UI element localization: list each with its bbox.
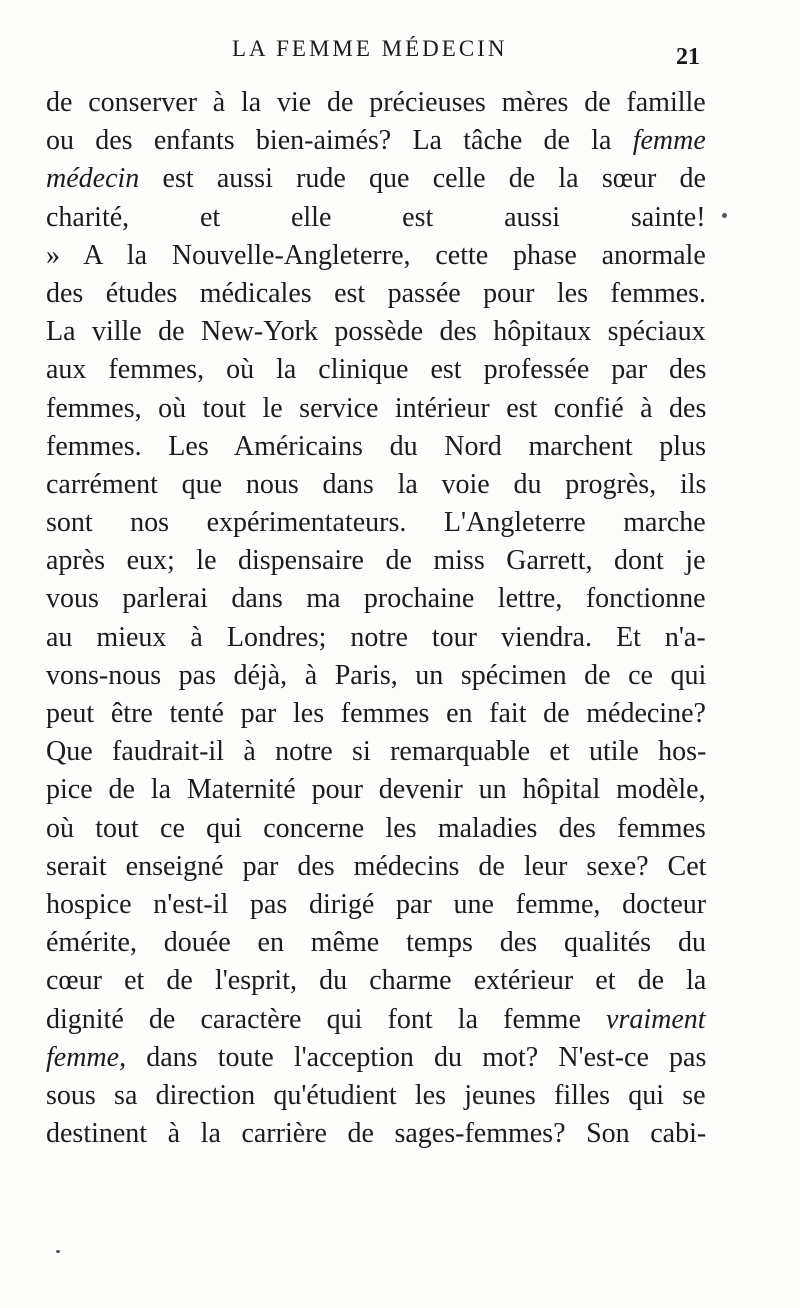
text-segment: de conserver à la vie de précieuses mères de famille — [46, 87, 706, 118]
text-line — [46, 199, 706, 237]
text-segment: pice de la Maternité pour devenir un hôpital modèle, — [46, 774, 706, 806]
text-segment: des études médicales est passée pour les femmes. — [46, 277, 707, 309]
text-segment: cœur et de l'esprit, du charme extérieur et de la — [46, 965, 707, 997]
text-segment: destinent à la carrière de sages-femmes? Son cabi- — [46, 1118, 707, 1150]
text-segment: La ville de New-York possède des hôpitaux spéciaux — [46, 316, 706, 348]
text-segment: femmes. Les Américains du Nord marchent plus — [46, 430, 706, 462]
text-segment: serait enseigné par des médecins de leur sexe? Cet — [46, 850, 707, 882]
text-segment: dans toute l'acception du mot? N'est-ce pas — [126, 1041, 707, 1073]
text-segment: peut être tenté par les femmes en fait de médecine? — [46, 698, 706, 729]
text-segment: est aussi rude que celle de la sœur de — [139, 163, 706, 195]
text-segment: où tout ce qui concerne les maladies des femmes — [46, 812, 706, 844]
text-line — [46, 886, 706, 924]
italic-text: femme, — [46, 1041, 127, 1073]
text-line — [46, 504, 706, 542]
text-segment: sont nos expérimentateurs. L'Angleterre marche — [46, 507, 706, 539]
italic-text: vraiment — [606, 1003, 706, 1035]
text-line — [46, 657, 706, 695]
text-line — [46, 390, 706, 428]
text-line — [46, 580, 706, 618]
text-segment: vous parlerai dans ma prochaine lettre, fonctionne — [46, 583, 706, 615]
text-line — [46, 962, 706, 1000]
text-segment: hospice n'est-il pas dirigé par une femme, docteur — [46, 888, 707, 920]
scan-speck — [722, 213, 727, 218]
text-segment: sous sa direction qu'étudient les jeunes filles qui se — [46, 1079, 706, 1111]
text-line — [46, 466, 706, 504]
text-segment: ou des enfants bien-aimés? La tâche de la — [46, 125, 633, 157]
scan-speck — [56, 1250, 60, 1253]
text-line — [46, 351, 706, 389]
text-line — [46, 810, 706, 848]
text-line — [46, 1077, 706, 1115]
text-segment: vons-nous pas déjà, à Paris, un spécimen de ce qui — [46, 659, 707, 691]
text-segment: Que faudrait-il à notre si remarquable et utile hos- — [46, 736, 707, 768]
text-line — [46, 1115, 706, 1153]
text-line — [46, 1001, 706, 1039]
text-line — [46, 313, 706, 351]
text-segment: carrément que nous dans la voie du progrès, ils — [46, 468, 707, 500]
text-segment: charité, et elle est aussi sainte! — [46, 201, 706, 233]
text-segment: après eux; le dispensaire de miss Garrett, dont je — [46, 545, 706, 577]
text-line — [46, 771, 706, 809]
italic-text: femme — [632, 125, 706, 157]
text-segment: femmes, où tout le service intérieur est confié à des — [46, 392, 707, 424]
text-line — [46, 275, 706, 313]
body-text — [46, 84, 706, 1153]
text-line — [46, 619, 706, 657]
text-line — [46, 733, 706, 771]
text-segment: au mieux à Londres; notre tour viendra. Et n'a- — [46, 621, 706, 653]
running-header — [0, 36, 800, 72]
text-line — [46, 1039, 706, 1077]
text-line — [46, 924, 706, 962]
text-line — [46, 237, 706, 275]
text-segment: dignité de caractère qui font la femme — [46, 1003, 607, 1035]
text-line — [46, 542, 706, 580]
text-line — [46, 848, 706, 886]
text-segment: aux femmes, où la clinique est professée par des — [46, 354, 707, 386]
text-line — [46, 84, 706, 122]
page-number: 21 — [676, 44, 700, 70]
text-line — [46, 695, 706, 733]
text-line — [46, 122, 706, 160]
italic-text: médecin — [46, 163, 140, 195]
text-line — [46, 160, 706, 198]
text-line — [46, 428, 706, 466]
running-title: LA FEMME MÉDECIN — [232, 36, 508, 61]
text-segment: » A la Nouvelle-Angleterre, cette phase anormale — [46, 239, 706, 271]
text-segment: émérite, douée en même temps des qualités du — [46, 927, 706, 959]
